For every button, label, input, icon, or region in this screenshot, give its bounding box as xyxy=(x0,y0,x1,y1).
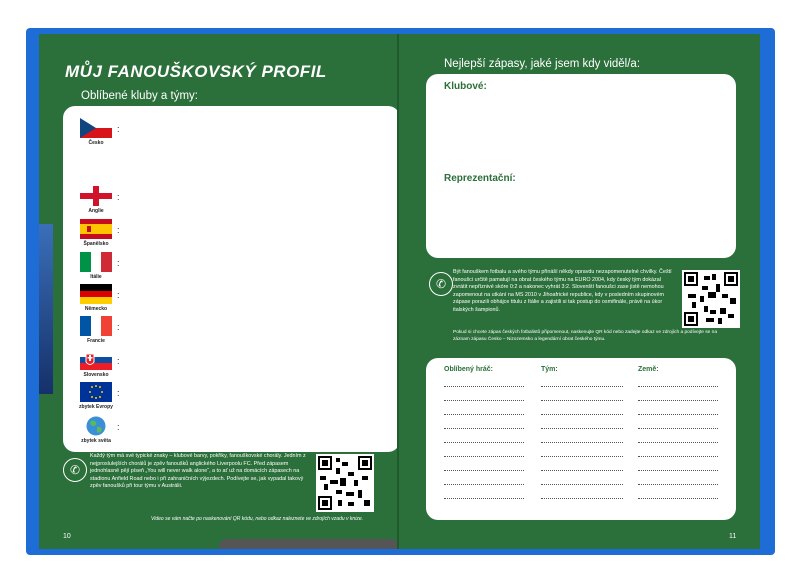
germany-flag-icon xyxy=(80,284,112,304)
france-flag-icon xyxy=(80,316,112,336)
flag-row-czech xyxy=(79,118,120,146)
entry-line xyxy=(541,386,623,387)
entry-line xyxy=(638,414,718,415)
flag-row-england xyxy=(79,186,120,214)
car-roof-image xyxy=(219,539,399,549)
qr-code-icon[interactable] xyxy=(682,270,740,328)
best-matches-label: Nejlepší zápasy, jaké jsem kdy viděl/a: xyxy=(444,58,641,70)
page-number-left: 10 xyxy=(63,533,71,540)
best-matches-card xyxy=(426,74,736,258)
flag-row-slovakia xyxy=(79,350,120,378)
phone-icon: ✆ xyxy=(429,272,453,296)
flag-row-world xyxy=(79,416,120,444)
entry-colon: : xyxy=(117,322,120,332)
entry-colon: : xyxy=(117,258,120,268)
globe-icon xyxy=(86,416,106,436)
favorite-clubs-card xyxy=(63,106,400,452)
entry-line xyxy=(638,428,718,429)
entry-line xyxy=(444,414,524,415)
entry-line xyxy=(444,498,524,499)
favorite-clubs-label: Oblíbené kluby a týmy: xyxy=(81,90,198,102)
italy-flag-icon xyxy=(80,252,112,272)
england-flag-icon xyxy=(80,186,112,206)
entry-line xyxy=(541,428,623,429)
flag-label: Česko xyxy=(88,140,104,146)
entry-line xyxy=(444,442,524,443)
flag-label: Německo xyxy=(84,306,108,312)
spain-flag-icon xyxy=(80,219,112,239)
player-column-header: Oblíbený hráč: xyxy=(444,366,494,373)
team-column-header: Tým: xyxy=(541,366,558,373)
entry-line xyxy=(638,484,718,485)
entry-colon: : xyxy=(117,192,120,202)
entry-line xyxy=(638,470,718,471)
entry-line xyxy=(541,470,623,471)
entry-line xyxy=(638,400,718,401)
flag-row-eu xyxy=(79,382,120,410)
entry-line xyxy=(444,400,524,401)
left-page xyxy=(39,34,424,549)
entry-line xyxy=(444,428,524,429)
entry-line xyxy=(541,456,623,457)
national-matches-heading: Reprezentační: xyxy=(444,173,516,184)
entry-line xyxy=(541,400,623,401)
flag-row-spain xyxy=(79,219,120,247)
czech-flag-icon xyxy=(80,118,112,138)
entry-line xyxy=(444,470,524,471)
flag-label: Francie xyxy=(87,338,105,344)
flag-label: Anglie xyxy=(88,208,104,214)
entry-line xyxy=(638,498,718,499)
match-video-note: Pokud si chcete zápas českých fotbalistů připomenout, naskenujte QR kód nebo zadejte odkaz ve zdrojích a podívejte se na záznam zápasu Česko – Nizozemsko a legendární obrat českého týmu. xyxy=(453,330,717,342)
page-number-right: 11 xyxy=(729,533,737,540)
slovakia-flag-icon xyxy=(80,350,112,370)
entry-line xyxy=(541,414,623,415)
favorite-players-card xyxy=(426,358,736,520)
club-matches-heading: Klubové: xyxy=(444,81,487,92)
country-column-header: Země: xyxy=(638,366,659,373)
eu-flag-icon xyxy=(80,382,112,402)
entry-line xyxy=(444,386,524,387)
entry-colon: : xyxy=(117,388,120,398)
flag-label: Itálie xyxy=(90,274,102,280)
flag-label: Španělsko xyxy=(83,241,109,247)
entry-line xyxy=(444,456,524,457)
liverpool-info-text: Každý tým má své typické znaky – klubové barvy, pokřiky, fanouškovské chorály. Jedním z nejproslulejších chorálů je zpěv fanoušků anglického Liverpoolu FC. Před zápasem jednohlasně pějí píseň „You will never walk alone“, a to ať už na domácích zápasech na stadionu Anfield Road nebo i při zahraničních výjezdech. Podívejte se, jak vypadal takový zpěv fanoušků při tour týmu v Austrálii. xyxy=(90,453,306,490)
entry-line xyxy=(638,456,718,457)
entry-colon: : xyxy=(117,124,120,134)
book-spread xyxy=(26,28,775,555)
entry-line xyxy=(638,442,718,443)
entry-line xyxy=(638,386,718,387)
euro-2004-info-text: Být fanouškem fotbalu a svého týmu přináší někdy opravdu nezapomenutelné chvilky. Čeští fanoušci určitě pamatují na obrat českého týmu na EURO 2004, kdy český tým dokázal zvrátit nepříznivé skóre 0:2 a nakonec vyhrát 3:2. Slovenští fanoušci zase jistě nemohou zapomenout na utkání na MS 2010 v Jihoafrické republice, kdy v posledním skupinovém zápase porazili obhájce titulu z Itálie a zajistili si tak postup do osmifinále, právě na úkor italských šampionů. xyxy=(453,269,672,313)
phone-icon: ✆ xyxy=(63,458,87,482)
flag-label: zbytek Evropy xyxy=(79,404,113,410)
flag-row-germany xyxy=(79,284,120,312)
entry-line xyxy=(541,498,623,499)
video-note: Video se vám načte po naskenování QR kódu, nebo odkaz naleznete ve zdrojích vzadu v knize. xyxy=(151,516,363,522)
entry-colon: : xyxy=(117,225,120,235)
right-page xyxy=(399,34,760,549)
flag-label: zbytek světa xyxy=(81,438,111,444)
flag-row-italy xyxy=(79,252,120,280)
entry-line xyxy=(541,442,623,443)
entry-line xyxy=(541,484,623,485)
entry-colon: : xyxy=(117,422,120,432)
qr-code-icon[interactable] xyxy=(316,454,374,512)
flag-label: Slovensko xyxy=(83,372,109,378)
entry-colon: : xyxy=(117,290,120,300)
stadium-background-image xyxy=(39,224,53,394)
entry-colon: : xyxy=(117,356,120,366)
flag-row-france xyxy=(79,316,120,344)
entry-line xyxy=(444,484,524,485)
page-title: MŮJ FANOUŠKOVSKÝ PROFIL xyxy=(65,62,327,81)
